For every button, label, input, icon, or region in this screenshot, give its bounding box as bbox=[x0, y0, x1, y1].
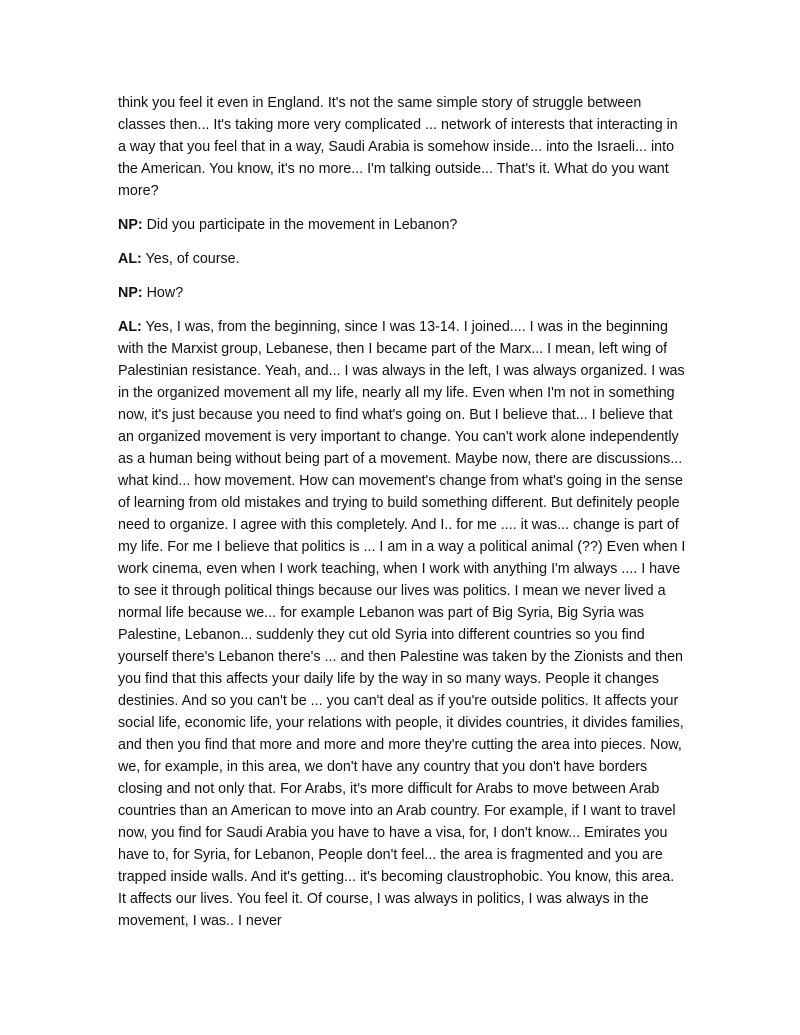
paragraph-text: How? bbox=[146, 285, 184, 301]
paragraph-text: Yes, of course. bbox=[145, 251, 240, 267]
speaker-label: AL: bbox=[118, 251, 142, 267]
speaker-label: AL: bbox=[118, 319, 142, 335]
transcript-paragraph bbox=[118, 248, 686, 270]
paragraph-text: Yes, I was, from the beginning, since I was 13-14. I joined.... I was in the beginning with the Marxist group, Lebanese, then I became part of the Marx... I mean, left wing of Palestinian resistance. Yeah, and... I was always in the left, I was always organized. I was in the organized movement all my life, nearly all my life. Even when I'm not in something now, it's just because you need to find what's going on. But I believe that... I believe that an organized movement is very important to change. You can't work alone independently as a human being without being part of a movement. Maybe now, there are discussions... what kind... how movement. How can movement's change from what's going in the sense of learning from old mistakes and trying to build something different. But definitely people need to organize. I agree with this completely. And I.. for me .... it was... change is part of my life. For me I believe that politics is ... I am in a way a political animal (??) Even when I work cinema, even when I work teaching, when I work with anything I'm always .... I have to see it through political things because our lives was politics. I mean we never lived a normal life because we... for example Lebanon was part of Big Syria, Big Syria was Palestine, Lebanon... suddenly they cut old Syria into different countries so you find yourself there's Lebanon there's ... and then Palestine was taken by the Zionists and then you find that this affects your daily life by the way in so many ways. People it changes destinies. And so you can't be ... you can't deal as if you're outside politics. It affects your social life, economic life, your relations with people, it divides countries, it divides families, and then you find that more and more and more they're cutting the area into pieces. Now, we, for example, in this area, we don't have any country that you don't have borders closing and not only that. For Arabs, it's more difficult for Arabs to move between Arab countries than an American to move into an Arab country. For example, if I want to travel now, you find for Saudi Arabia you have to have a visa, for, I don't know... Emirates you have to, for Syria, for Lebanon, People don't feel... the area is fragmented and you are trapped inside walls. And it's getting... it's becoming claustrophobic. You know, this area. It affects our lives. You feel it. Of course, I was always in politics, I was always in the movement, I was.. I never bbox=[118, 319, 686, 929]
speaker-label: NP: bbox=[118, 285, 143, 301]
transcript-paragraph bbox=[118, 92, 686, 202]
transcript-paragraph bbox=[118, 214, 686, 236]
transcript-page bbox=[118, 92, 686, 944]
speaker-label: NP: bbox=[118, 217, 143, 233]
transcript-paragraph bbox=[118, 316, 686, 932]
paragraph-text: think you feel it even in England. It's not the same simple story of struggle between classes then... It's taking more very complicated ... network of interests that interacting in a way that you feel that in a way, Saudi Arabia is somehow inside... into the Israeli... into the American. You know, it's no more... I'm talking outside... That's it. What do you want more? bbox=[118, 95, 678, 199]
paragraph-text: Did you participate in the movement in Lebanon? bbox=[146, 217, 458, 233]
transcript-paragraph bbox=[118, 282, 686, 304]
